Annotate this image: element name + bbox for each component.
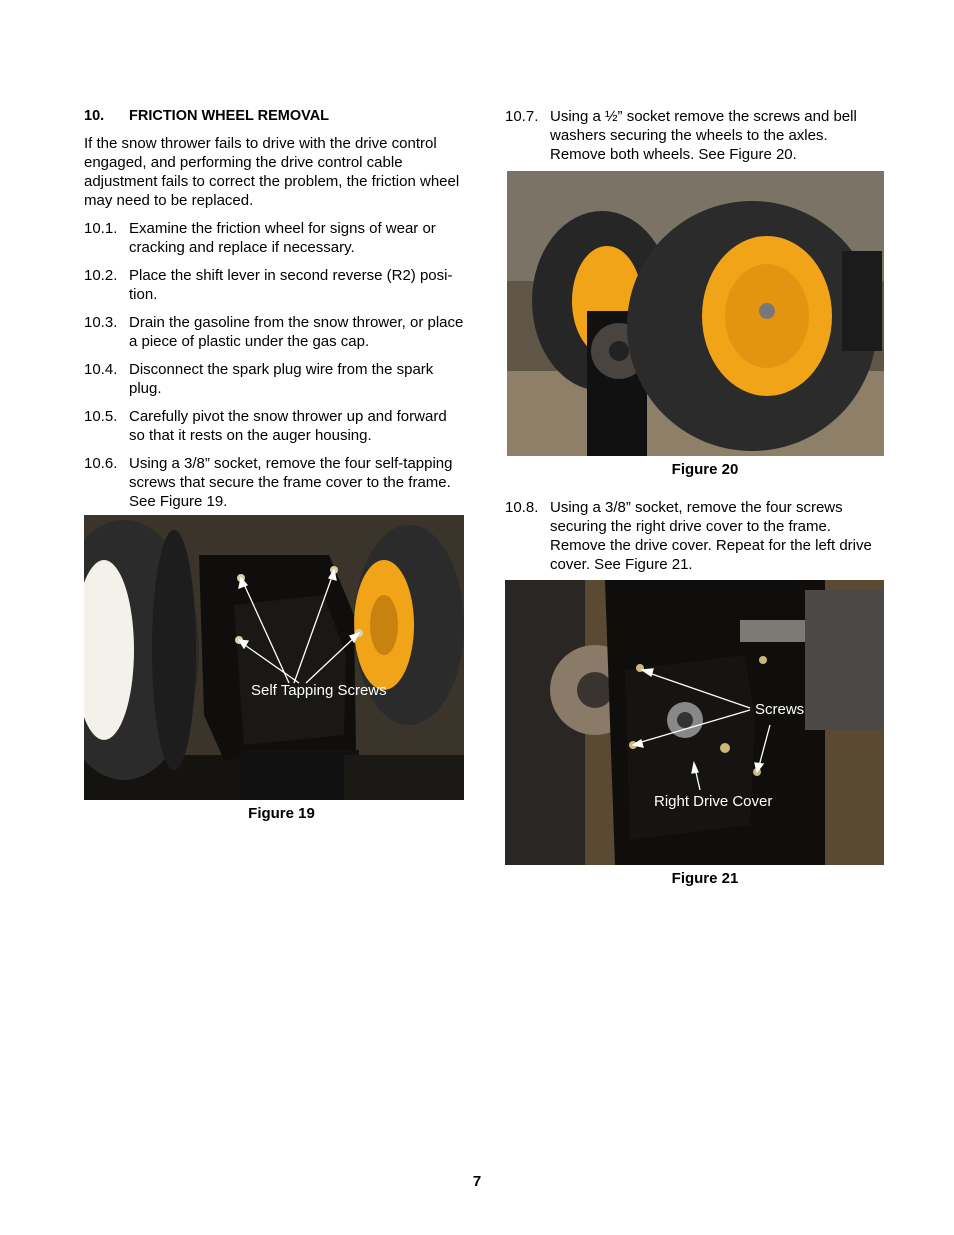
step-10-5 xyxy=(84,407,464,445)
step-10-7 xyxy=(505,107,885,173)
step-text: Using a 3/8” socket, remove the four self-tapping screws that secure the frame cover to the frame. See Figure 19. xyxy=(129,455,453,510)
wheels-photo xyxy=(507,171,884,456)
step-10-8-row xyxy=(505,498,885,574)
section-number: 10. xyxy=(84,108,105,124)
step-10-3 xyxy=(84,313,464,351)
step-number: 10.7. xyxy=(505,108,539,125)
step-text: Disconnect the spark plug wire from the spark plug. xyxy=(129,361,434,397)
step-text: Place the shift lever in second reverse (R2) posi-tion. xyxy=(129,267,453,303)
figure-21-callout-screws: Screws xyxy=(755,701,805,718)
figure-20-caption: Figure 20 xyxy=(671,461,739,478)
step-10-6 xyxy=(84,454,464,511)
figure-21-callout-cover: Right Drive Cover xyxy=(654,793,773,810)
step-text: Examine the friction wheel for signs of wear or cracking and replace if necessary. xyxy=(129,220,436,256)
step-10-2 xyxy=(84,266,464,304)
section-title: FRICTION WHEEL REMOVAL xyxy=(129,108,330,124)
figure-21-photo xyxy=(505,580,884,865)
drive-cover-photo xyxy=(505,580,884,865)
section-heading xyxy=(84,107,464,126)
step-text: Drain the gasoline from the snow thrower, or place a piece of plastic under the gas cap. xyxy=(129,314,464,350)
figure-19-photo xyxy=(84,515,464,800)
step-number: 10.6. xyxy=(84,455,118,472)
step-number: 10.4. xyxy=(84,361,118,378)
step-number: 10.1. xyxy=(84,220,118,237)
step-10-7-row xyxy=(505,107,885,164)
figure-21-caption: Figure 21 xyxy=(671,870,739,887)
step-text: Carefully pivot the snow thrower up and forward so that it rests on the auger housing. xyxy=(129,408,447,444)
figure-20-photo xyxy=(507,171,884,456)
step-text: Using a ½” socket remove the screws and bell washers securing the wheels to the axles. Remove both wheels. See Figure 20. xyxy=(550,108,857,163)
figure-19-caption: Figure 19 xyxy=(248,805,315,822)
step-number: 10.8. xyxy=(505,499,539,516)
section-intro: If the snow thrower fails to drive with the drive control engaged, and performing the drive control cable adjustment fails to correct the problem, the friction wheel may need to be replaced. xyxy=(84,135,460,209)
figure-19-callout: Self Tapping Screws xyxy=(251,682,387,699)
step-10-1 xyxy=(84,219,464,257)
left-column xyxy=(84,107,464,520)
step-10-4 xyxy=(84,360,464,398)
step-number: 10.3. xyxy=(84,314,118,331)
step-number: 10.5. xyxy=(84,408,118,425)
step-10-8 xyxy=(505,498,885,583)
step-number: 10.2. xyxy=(84,267,118,284)
page-number: 7 xyxy=(472,1173,482,1190)
frame-cover-photo xyxy=(84,515,464,800)
step-text: Using a 3/8” socket, remove the four screws securing the right drive cover to the frame. Remove the drive cover. Repeat for the left drive cover. See Figure 21. xyxy=(550,499,872,573)
